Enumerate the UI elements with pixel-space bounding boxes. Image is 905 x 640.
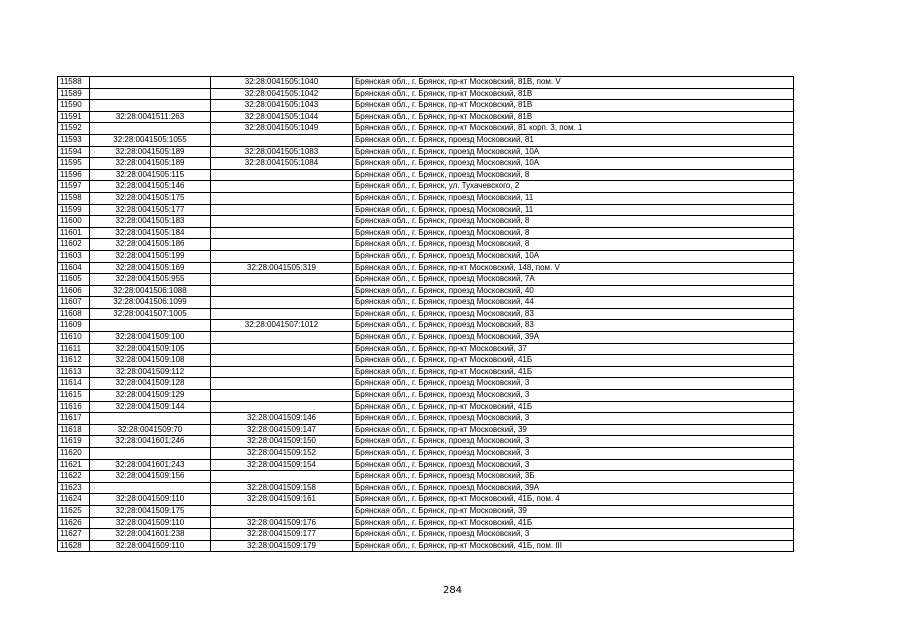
land-cadastral-number-cell: 32:28:0041505:189 [90, 158, 211, 170]
object-cadastral-number-cell [211, 285, 353, 297]
table-row [58, 413, 794, 425]
object-cadastral-number-cell: 32:28:0041509:146 [211, 413, 353, 425]
address-cell: Брянская обл., г. Брянск, проезд Московский, 10А [353, 250, 794, 262]
row-number-cell: 11606 [58, 285, 90, 297]
row-number-cell: 11589 [58, 88, 90, 100]
row-number-cell: 11600 [58, 216, 90, 228]
address-cell: Брянская обл., г. Брянск, проезд Московский, 10А [353, 158, 794, 170]
object-cadastral-number-cell [211, 308, 353, 320]
address-cell: Брянская обл., г. Брянск, проезд Московский, 3 [353, 413, 794, 425]
land-cadastral-number-cell: 32:28:0041505:146 [90, 181, 211, 193]
land-cadastral-number-cell: 32:28:0041505:175 [90, 192, 211, 204]
table-row [58, 297, 794, 309]
object-cadastral-number-cell [211, 366, 353, 378]
address-cell: Брянская обл., г. Брянск, проезд Московский, 11 [353, 204, 794, 216]
table-row [58, 459, 794, 471]
address-cell: Брянская обл., г. Брянск, проезд Московский, 83 [353, 320, 794, 332]
row-number-cell: 11605 [58, 274, 90, 286]
address-cell: Брянская обл., г. Брянск, пр-кт Московский, 37 [353, 343, 794, 355]
table-row [58, 424, 794, 436]
table-row [58, 123, 794, 135]
table-row [58, 204, 794, 216]
object-cadastral-number-cell [211, 227, 353, 239]
row-number-cell: 11625 [58, 505, 90, 517]
land-cadastral-number-cell: 32:28:0041505:1055 [90, 134, 211, 146]
object-cadastral-number-cell [211, 390, 353, 402]
object-cadastral-number-cell: 32:28:0041509:152 [211, 448, 353, 460]
object-cadastral-number-cell: 32:28:0041509:179 [211, 540, 353, 552]
table-row [58, 401, 794, 413]
table-row [58, 540, 794, 552]
table-row [58, 448, 794, 460]
row-number-cell: 11588 [58, 77, 90, 89]
address-cell: Брянская обл., г. Брянск, проезд Московский, 3 [353, 448, 794, 460]
land-cadastral-number-cell: 32:28:0041601:246 [90, 436, 211, 448]
row-number-cell: 11601 [58, 227, 90, 239]
object-cadastral-number-cell: 32:28:0041505:1049 [211, 123, 353, 135]
page-number: 284 [442, 585, 463, 596]
object-cadastral-number-cell [211, 332, 353, 344]
land-cadastral-number-cell [90, 123, 211, 135]
address-cell: Брянская обл., г. Брянск, проезд Московский, 8 [353, 227, 794, 239]
row-number-cell: 11628 [58, 540, 90, 552]
object-cadastral-number-cell: 32:28:0041509:161 [211, 494, 353, 506]
object-cadastral-number-cell [211, 297, 353, 309]
land-cadastral-number-cell: 32:28:0041601:243 [90, 459, 211, 471]
table-row [58, 192, 794, 204]
land-cadastral-number-cell: 32:28:0041505:169 [90, 262, 211, 274]
land-cadastral-number-cell: 32:28:0041505:199 [90, 250, 211, 262]
land-cadastral-number-cell: 32:28:0041505:186 [90, 239, 211, 251]
address-cell: Брянская обл., г. Брянск, проезд Московский, 40 [353, 285, 794, 297]
object-cadastral-number-cell: 32:28:0041509:176 [211, 517, 353, 529]
object-cadastral-number-cell [211, 204, 353, 216]
land-cadastral-number-cell: 32:28:0041509:110 [90, 494, 211, 506]
row-number-cell: 11591 [58, 111, 90, 123]
address-cell: Брянская обл., г. Брянск, проезд Московский, 8 [353, 216, 794, 228]
object-cadastral-number-cell: 32:28:0041505:1084 [211, 158, 353, 170]
land-cadastral-number-cell: 32:28:0041509:112 [90, 366, 211, 378]
row-number-cell: 11622 [58, 471, 90, 483]
land-cadastral-number-cell [90, 482, 211, 494]
address-cell: Брянская обл., г. Брянск, пр-кт Московский, 81 корп. 3, пом. 1 [353, 123, 794, 135]
table-row [58, 146, 794, 158]
table-row [58, 285, 794, 297]
table-row [58, 332, 794, 344]
object-cadastral-number-cell [211, 250, 353, 262]
land-cadastral-number-cell: 32:28:0041509:105 [90, 343, 211, 355]
address-cell: Брянская обл., г. Брянск, проезд Московский, 3 [353, 378, 794, 390]
table-row [58, 111, 794, 123]
address-cell: Брянская обл., г. Брянск, проезд Московский, 81 [353, 134, 794, 146]
land-cadastral-number-cell: 32:28:0041505:183 [90, 216, 211, 228]
row-number-cell: 11619 [58, 436, 90, 448]
row-number-cell: 11626 [58, 517, 90, 529]
row-number-cell: 11604 [58, 262, 90, 274]
table-row [58, 378, 794, 390]
row-number-cell: 11614 [58, 378, 90, 390]
object-cadastral-number-cell [211, 216, 353, 228]
row-number-cell: 11607 [58, 297, 90, 309]
row-number-cell: 11595 [58, 158, 90, 170]
object-cadastral-number-cell [211, 134, 353, 146]
row-number-cell: 11610 [58, 332, 90, 344]
row-number-cell: 11608 [58, 308, 90, 320]
table-row [58, 366, 794, 378]
table-row [58, 77, 794, 89]
land-cadastral-number-cell: 32:28:0041505:177 [90, 204, 211, 216]
address-cell: Брянская обл., г. Брянск, проезд Московский, 8 [353, 169, 794, 181]
land-cadastral-number-cell: 32:28:0041505:189 [90, 146, 211, 158]
table-row [58, 343, 794, 355]
object-cadastral-number-cell [211, 471, 353, 483]
address-cell: Брянская обл., г. Брянск, пр-кт Московский, 39 [353, 505, 794, 517]
table-row [58, 239, 794, 251]
object-cadastral-number-cell [211, 343, 353, 355]
address-cell: Брянская обл., г. Брянск, проезд Московский, 44 [353, 297, 794, 309]
row-number-cell: 11623 [58, 482, 90, 494]
land-cadastral-number-cell: 32:28:0041509:70 [90, 424, 211, 436]
table-row [58, 158, 794, 170]
land-cadastral-number-cell: 32:28:0041509:108 [90, 355, 211, 367]
table-row [58, 517, 794, 529]
row-number-cell: 11596 [58, 169, 90, 181]
address-cell: Брянская обл., г. Брянск, пр-кт Московский, 41Б [353, 355, 794, 367]
address-cell: Брянская обл., г. Брянск, пр-кт Московский, 41Б, пом. 4 [353, 494, 794, 506]
object-cadastral-number-cell: 32:28:0041507:1012 [211, 320, 353, 332]
address-cell: Брянская обл., г. Брянск, проезд Московский, 3 [353, 436, 794, 448]
row-number-cell: 11594 [58, 146, 90, 158]
land-cadastral-number-cell: 32:28:0041509:156 [90, 471, 211, 483]
address-cell: Брянская обл., г. Брянск, пр-кт Московский, 41Б, пом. III [353, 540, 794, 552]
address-cell: Брянская обл., г. Брянск, пр-кт Московский, 81В [353, 100, 794, 112]
land-cadastral-number-cell: 32:28:0041509:144 [90, 401, 211, 413]
table-row [58, 529, 794, 541]
land-cadastral-number-cell: 32:28:0041509:128 [90, 378, 211, 390]
land-cadastral-number-cell: 32:28:0041505:955 [90, 274, 211, 286]
land-cadastral-number-cell [90, 413, 211, 425]
address-cell: Брянская обл., г. Брянск, проезд Московский, 11 [353, 192, 794, 204]
object-cadastral-number-cell [211, 181, 353, 193]
table-row [58, 100, 794, 112]
table-row [58, 355, 794, 367]
object-cadastral-number-cell [211, 355, 353, 367]
table-row [58, 494, 794, 506]
object-cadastral-number-cell: 32:28:0041509:147 [211, 424, 353, 436]
table-row [58, 308, 794, 320]
address-cell: Брянская обл., г. Брянск, проезд Московский, 10А [353, 146, 794, 158]
object-cadastral-number-cell [211, 505, 353, 517]
row-number-cell: 11599 [58, 204, 90, 216]
object-cadastral-number-cell [211, 378, 353, 390]
table-row [58, 320, 794, 332]
property-register-table [57, 76, 794, 552]
row-number-cell: 11621 [58, 459, 90, 471]
address-cell: Брянская обл., г. Брянск, проезд Московский, 3Б [353, 471, 794, 483]
table-row [58, 250, 794, 262]
land-cadastral-number-cell: 32:28:0041509:175 [90, 505, 211, 517]
table-row [58, 88, 794, 100]
table-row [58, 482, 794, 494]
table-row [58, 274, 794, 286]
land-cadastral-number-cell: 32:28:0041509:110 [90, 517, 211, 529]
land-cadastral-number-cell: 32:28:0041506:1088 [90, 285, 211, 297]
object-cadastral-number-cell: 32:28:0041509:177 [211, 529, 353, 541]
row-number-cell: 11593 [58, 134, 90, 146]
address-cell: Брянская обл., г. Брянск, проезд Московский, 7А [353, 274, 794, 286]
row-number-cell: 11611 [58, 343, 90, 355]
land-cadastral-number-cell: 32:28:0041601:238 [90, 529, 211, 541]
row-number-cell: 11602 [58, 239, 90, 251]
table-row [58, 169, 794, 181]
table-row [58, 505, 794, 517]
land-cadastral-number-cell [90, 100, 211, 112]
object-cadastral-number-cell [211, 169, 353, 181]
table-body [58, 77, 794, 552]
address-cell: Брянская обл., г. Брянск, проезд Московский, 39А [353, 332, 794, 344]
address-cell: Брянская обл., г. Брянск, пр-кт Московский, 39 [353, 424, 794, 436]
object-cadastral-number-cell [211, 239, 353, 251]
table-row [58, 471, 794, 483]
object-cadastral-number-cell: 32:28:0041505:1040 [211, 77, 353, 89]
object-cadastral-number-cell: 32:28:0041509:150 [211, 436, 353, 448]
row-number-cell: 11609 [58, 320, 90, 332]
table-row [58, 181, 794, 193]
table-row [58, 134, 794, 146]
object-cadastral-number-cell [211, 274, 353, 286]
object-cadastral-number-cell: 32:28:0041505:1042 [211, 88, 353, 100]
object-cadastral-number-cell [211, 401, 353, 413]
address-cell: Брянская обл., г. Брянск, пр-кт Московский, 81В [353, 88, 794, 100]
table-row [58, 262, 794, 274]
land-cadastral-number-cell [90, 77, 211, 89]
land-cadastral-number-cell [90, 320, 211, 332]
land-cadastral-number-cell: 32:28:0041505:115 [90, 169, 211, 181]
land-cadastral-number-cell: 32:28:0041509:100 [90, 332, 211, 344]
row-number-cell: 11615 [58, 390, 90, 402]
address-cell: Брянская обл., г. Брянск, проезд Московский, 3 [353, 529, 794, 541]
row-number-cell: 11598 [58, 192, 90, 204]
row-number-cell: 11597 [58, 181, 90, 193]
object-cadastral-number-cell: 32:28:0041505:1083 [211, 146, 353, 158]
row-number-cell: 11624 [58, 494, 90, 506]
address-cell: Брянская обл., г. Брянск, пр-кт Московский, 148, пом. V [353, 262, 794, 274]
address-cell: Брянская обл., г. Брянск, пр-кт Московский, 41Б [353, 366, 794, 378]
row-number-cell: 11603 [58, 250, 90, 262]
address-cell: Брянская обл., г. Брянск, проезд Московский, 39А [353, 482, 794, 494]
row-number-cell: 11618 [58, 424, 90, 436]
address-cell: Брянская обл., г. Брянск, пр-кт Московский, 41Б [353, 401, 794, 413]
table-row [58, 436, 794, 448]
address-cell: Брянская обл., г. Брянск, проезд Московский, 8 [353, 239, 794, 251]
row-number-cell: 11627 [58, 529, 90, 541]
row-number-cell: 11592 [58, 123, 90, 135]
row-number-cell: 11613 [58, 366, 90, 378]
table-row [58, 390, 794, 402]
land-cadastral-number-cell: 32:28:0041509:110 [90, 540, 211, 552]
row-number-cell: 11620 [58, 448, 90, 460]
object-cadastral-number-cell [211, 192, 353, 204]
table-row [58, 227, 794, 239]
row-number-cell: 11590 [58, 100, 90, 112]
land-cadastral-number-cell: 32:28:0041509:129 [90, 390, 211, 402]
address-cell: Брянская обл., г. Брянск, проезд Московский, 83 [353, 308, 794, 320]
address-cell: Брянская обл., г. Брянск, пр-кт Московский, 41Б [353, 517, 794, 529]
table-row [58, 216, 794, 228]
row-number-cell: 11617 [58, 413, 90, 425]
address-cell: Брянская обл., г. Брянск, проезд Московский, 3 [353, 390, 794, 402]
object-cadastral-number-cell: 32:28:0041509:154 [211, 459, 353, 471]
land-cadastral-number-cell: 32:28:0041505:184 [90, 227, 211, 239]
land-cadastral-number-cell [90, 448, 211, 460]
address-cell: Брянская обл., г. Брянск, пр-кт Московский, 81В [353, 111, 794, 123]
land-cadastral-number-cell: 32:28:0041511:263 [90, 111, 211, 123]
object-cadastral-number-cell: 32:28:0041509:158 [211, 482, 353, 494]
object-cadastral-number-cell: 32:28:0041505:1044 [211, 111, 353, 123]
address-cell: Брянская обл., г. Брянск, ул. Тухачевского, 2 [353, 181, 794, 193]
row-number-cell: 11612 [58, 355, 90, 367]
land-cadastral-number-cell [90, 88, 211, 100]
address-cell: Брянская обл., г. Брянск, пр-кт Московский, 81В, пом. V [353, 77, 794, 89]
land-cadastral-number-cell: 32:28:0041506:1099 [90, 297, 211, 309]
land-cadastral-number-cell: 32:28:0041507:1005 [90, 308, 211, 320]
row-number-cell: 11616 [58, 401, 90, 413]
address-cell: Брянская обл., г. Брянск, проезд Московский, 3 [353, 459, 794, 471]
object-cadastral-number-cell: 32:28:0041505:319 [211, 262, 353, 274]
object-cadastral-number-cell: 32:28:0041505:1043 [211, 100, 353, 112]
